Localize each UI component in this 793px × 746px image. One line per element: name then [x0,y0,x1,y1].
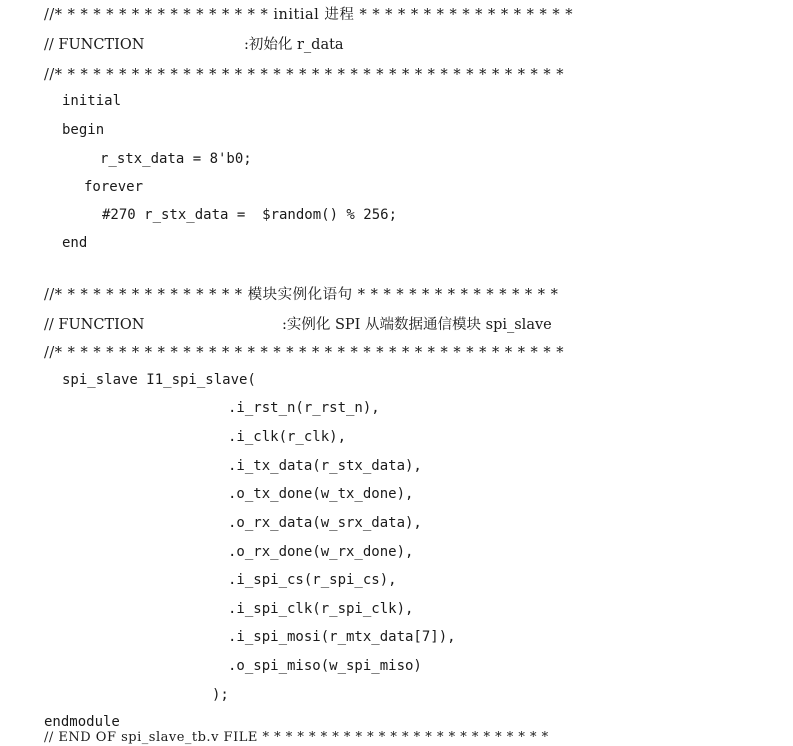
separator-comment: //* * * * * * * * * * * * * * * * * * * * * * * * * * * * * * * * * * * * * * * * [44,67,565,83]
function-label: // FUNCTION [44,37,145,53]
function-desc-2: :实例化 SPI 从端数据通信模块 spi_slave [282,317,552,333]
code-module-instance: spi_slave I1_spi_slave( [62,372,256,388]
port-line: .o_tx_done(w_tx_done), [228,486,414,502]
footer-comment: // END OF spi_slave_tb.v FILE * * * * * * * * * * * * * * * * * * * * * * * * * [44,730,549,745]
function-label-2: // FUNCTION [44,317,145,333]
code-forever: forever [84,179,144,195]
port-line: .o_rx_done(w_rx_done), [228,544,414,560]
code-close-paren: ); [212,687,229,703]
port-line: .o_rx_data(w_srx_data), [228,515,422,531]
port-line: .o_spi_miso(w_spi_miso) [228,658,422,674]
header-comment-initial: //* * * * * * * * * * * * * * * * * initial 进程 * * * * * * * * * * * * * * * * * [44,7,573,23]
code-random: #270 r_stx_data = $random() % 256; [102,207,398,223]
code-endmodule: endmodule [44,714,120,730]
port-line: .i_clk(r_clk), [228,429,347,445]
port-line: .i_tx_data(r_stx_data), [228,458,422,474]
port-line: .i_spi_mosi(r_mtx_data[7]), [228,629,456,645]
code-begin: begin [62,122,105,138]
function-desc: :初始化 r_data [244,37,344,53]
port-line: .i_spi_clk(r_spi_clk), [228,601,414,617]
code-end: end [62,235,88,251]
port-line: .i_spi_cs(r_spi_cs), [228,572,397,588]
port-line: .i_rst_n(r_rst_n), [228,400,380,416]
code-initial: initial [62,93,122,109]
separator-comment-2: //* * * * * * * * * * * * * * * * * * * * * * * * * * * * * * * * * * * * * * * * [44,345,565,361]
header-comment-instance: //* * * * * * * * * * * * * * * 模块实例化语句 * * * * * * * * * * * * * * * * [44,287,559,303]
code-assign: r_stx_data = 8'b0; [100,151,252,167]
